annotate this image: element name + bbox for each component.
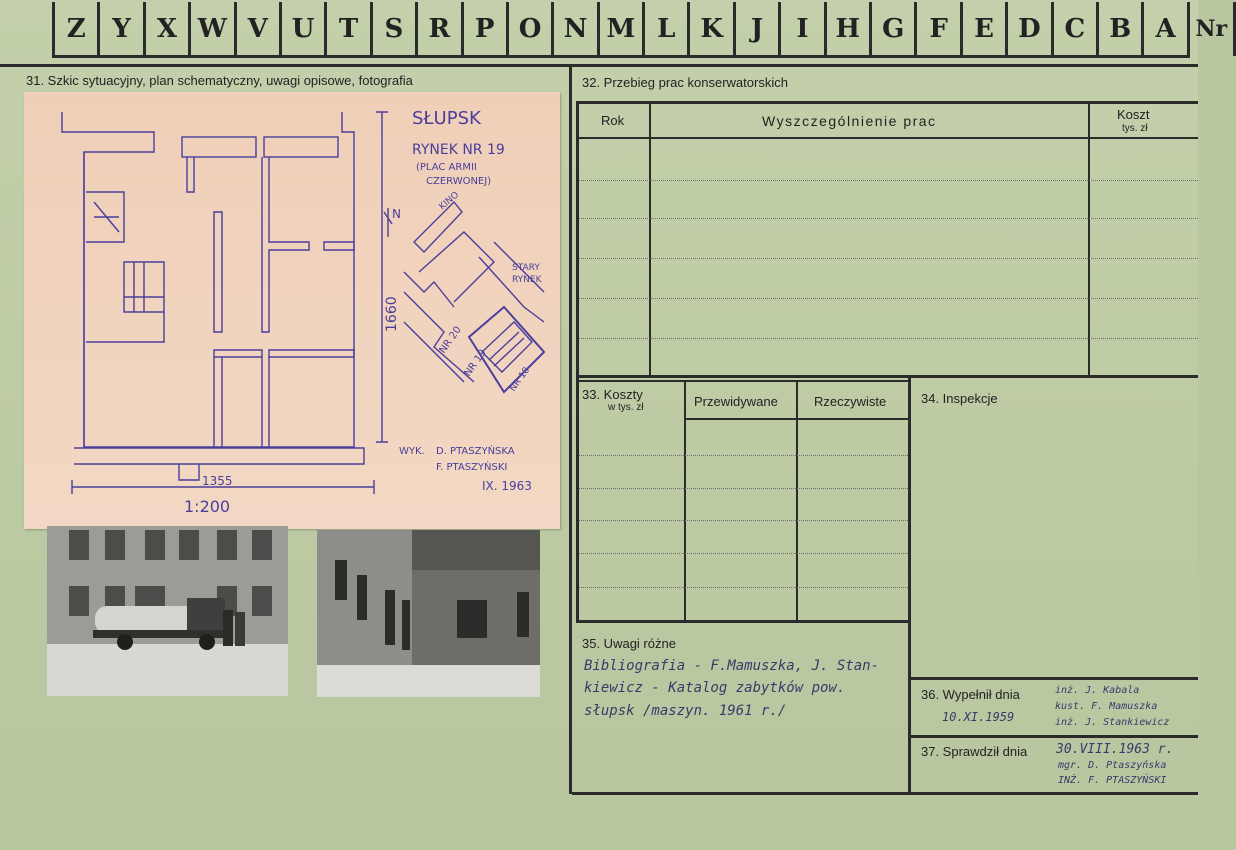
s33-title: 33. Koszty	[582, 387, 643, 402]
sketch-address-note2: CZERWONEJ)	[426, 176, 492, 187]
sketch-dim-width: 1355	[202, 474, 233, 488]
sketch-kino: KINO	[437, 190, 462, 213]
sketch-authors-prefix: WYK.	[399, 446, 425, 457]
letter-index-j: J	[736, 2, 781, 56]
s32-left-rule	[576, 101, 579, 377]
letter-index-y: Y	[100, 2, 145, 56]
letter-index-c: C	[1054, 2, 1099, 56]
bottom-rule	[572, 792, 1198, 795]
s35-top-rule	[576, 620, 910, 623]
photo-building-front-image	[47, 526, 288, 696]
letter-index-l: L	[645, 2, 690, 56]
s32-top-rule	[576, 101, 1198, 104]
s32-col-details: Wyszczególnienie prac	[762, 113, 937, 129]
nr-label: Nr	[1190, 2, 1236, 56]
floor-plan-sketch	[24, 92, 560, 529]
s32-col-rule-2	[1088, 101, 1090, 377]
s37-top-rule	[910, 735, 1198, 738]
s33-dotted-line	[579, 520, 908, 521]
letter-index-d: D	[1008, 2, 1053, 56]
s32-dotted-line	[579, 258, 1198, 259]
letter-index-t: T	[327, 2, 372, 56]
s36-signer-3: inż. J. Stankiewicz	[1055, 717, 1170, 728]
s36-signer-1: inż. J. Kabala	[1055, 685, 1140, 696]
center-divider	[569, 64, 572, 794]
s33-top-rule	[576, 380, 910, 382]
sketch-city: SŁUPSK	[412, 108, 481, 129]
sketch-nr18: NR 18	[508, 365, 533, 394]
sketch-author2: F. PTASZYŃSKI	[436, 462, 508, 473]
s36-top-rule	[910, 677, 1198, 680]
top-rule	[0, 64, 1198, 67]
sketch-stary-rynek1: STARY	[512, 263, 540, 273]
letter-index-u: U	[282, 2, 327, 56]
s36-date: 10.XI.1959	[942, 710, 1015, 724]
s32-col-year: Rok	[601, 113, 625, 128]
sketch-address-note1: (PLAC ARMII	[416, 162, 477, 173]
s33-dotted-line	[579, 488, 908, 489]
s33-dotted-line	[579, 553, 908, 554]
letter-index-f: F	[917, 2, 962, 56]
floor-plan-drawing	[24, 92, 560, 529]
s33-dotted-line	[579, 455, 908, 456]
sketch-north: N	[392, 207, 401, 221]
s35-note-line1: Bibliografia - F.Mamuszka, J. Stan-	[584, 658, 880, 674]
sketch-nr19: NR 19	[462, 347, 489, 379]
photo-building-front	[47, 526, 288, 696]
letter-index-strip	[52, 2, 1236, 56]
s35-title: 35. Uwagi różne	[582, 636, 676, 651]
s35-note-line3: słupsk /maszyn. 1961 r./	[584, 703, 787, 719]
s33-dotted-line	[579, 587, 908, 588]
sketch-address: RYNEK NR 19	[412, 142, 505, 158]
s33-right-rule	[908, 378, 911, 794]
s32-dotted-line	[579, 298, 1198, 299]
letter-index-s: S	[373, 2, 418, 56]
letter-index-b: B	[1099, 2, 1144, 56]
letter-index-e: E	[963, 2, 1008, 56]
sketch-author1: D. PTASZYŃSKA	[436, 446, 515, 457]
s33-left-rule	[576, 378, 579, 620]
s32-col-rule-1	[649, 101, 651, 377]
letter-index-n: N	[554, 2, 599, 56]
s37-title: 37. Sprawdził dnia	[921, 744, 1028, 759]
s33-col-rule-1	[684, 380, 686, 620]
photo-courtyard	[317, 530, 540, 697]
s37-date: 30.VIII.1963 r.	[1056, 742, 1174, 757]
s33-header-rule	[684, 418, 910, 420]
s33-col-actual: Rzeczywiste	[814, 394, 887, 409]
letter-index-v: V	[237, 2, 282, 56]
s34-title: 34. Inspekcje	[921, 391, 998, 406]
letter-index-g: G	[872, 2, 917, 56]
s33-col-rule-2	[796, 380, 798, 620]
letter-index-m: M	[600, 2, 645, 56]
s37-signer-2: INŻ. F. PTASZYŃSKI	[1058, 775, 1167, 786]
s33-col-planned: Przewidywane	[694, 394, 778, 409]
s32-col-cost-unit: tys. zł	[1122, 123, 1148, 134]
s32-dotted-line	[579, 218, 1198, 219]
sketch-stary-rynek2: RYNEK	[512, 275, 542, 285]
s32-col-cost: Koszt	[1117, 107, 1150, 122]
letter-index-z: Z	[55, 2, 100, 56]
letter-index-p: P	[464, 2, 509, 56]
s37-signer-1: mgr. D. Ptaszyńska	[1058, 760, 1167, 771]
letter-index-w: W	[191, 2, 236, 56]
sketch-nr20: NR 20	[437, 324, 464, 356]
letter-index-a: A	[1144, 2, 1189, 56]
section31-title: 31. Szkic sytuacyjny, plan schematyczny, uwagi opisowe, fotografia	[26, 73, 413, 88]
section32-title: 32. Przebieg prac konserwatorskich	[582, 75, 788, 90]
sketch-scale: 1:200	[184, 497, 231, 516]
s33-title-unit: w tys. zł	[608, 402, 644, 413]
header-rule	[52, 55, 1190, 58]
letter-index-i: I	[781, 2, 826, 56]
s32-dotted-line	[579, 338, 1198, 339]
letter-index-r: R	[418, 2, 463, 56]
s36-signer-2: kust. F. Mamuszka	[1055, 701, 1158, 712]
letter-index-k: K	[690, 2, 735, 56]
sketch-date: IX. 1963	[482, 479, 532, 493]
s35-note-line2: kiewicz - Katalog zabytków pow.	[584, 680, 846, 696]
photo-courtyard-image	[317, 530, 540, 697]
s32-bottom-rule	[576, 375, 1198, 378]
s32-dotted-line	[579, 180, 1198, 181]
s32-header-rule	[576, 137, 1198, 139]
letter-index-h: H	[827, 2, 872, 56]
letter-index-x: X	[146, 2, 191, 56]
sketch-dim-height: 1660	[384, 296, 400, 332]
letter-index-o: O	[509, 2, 554, 56]
s36-title: 36. Wypełnił dnia	[921, 687, 1020, 702]
